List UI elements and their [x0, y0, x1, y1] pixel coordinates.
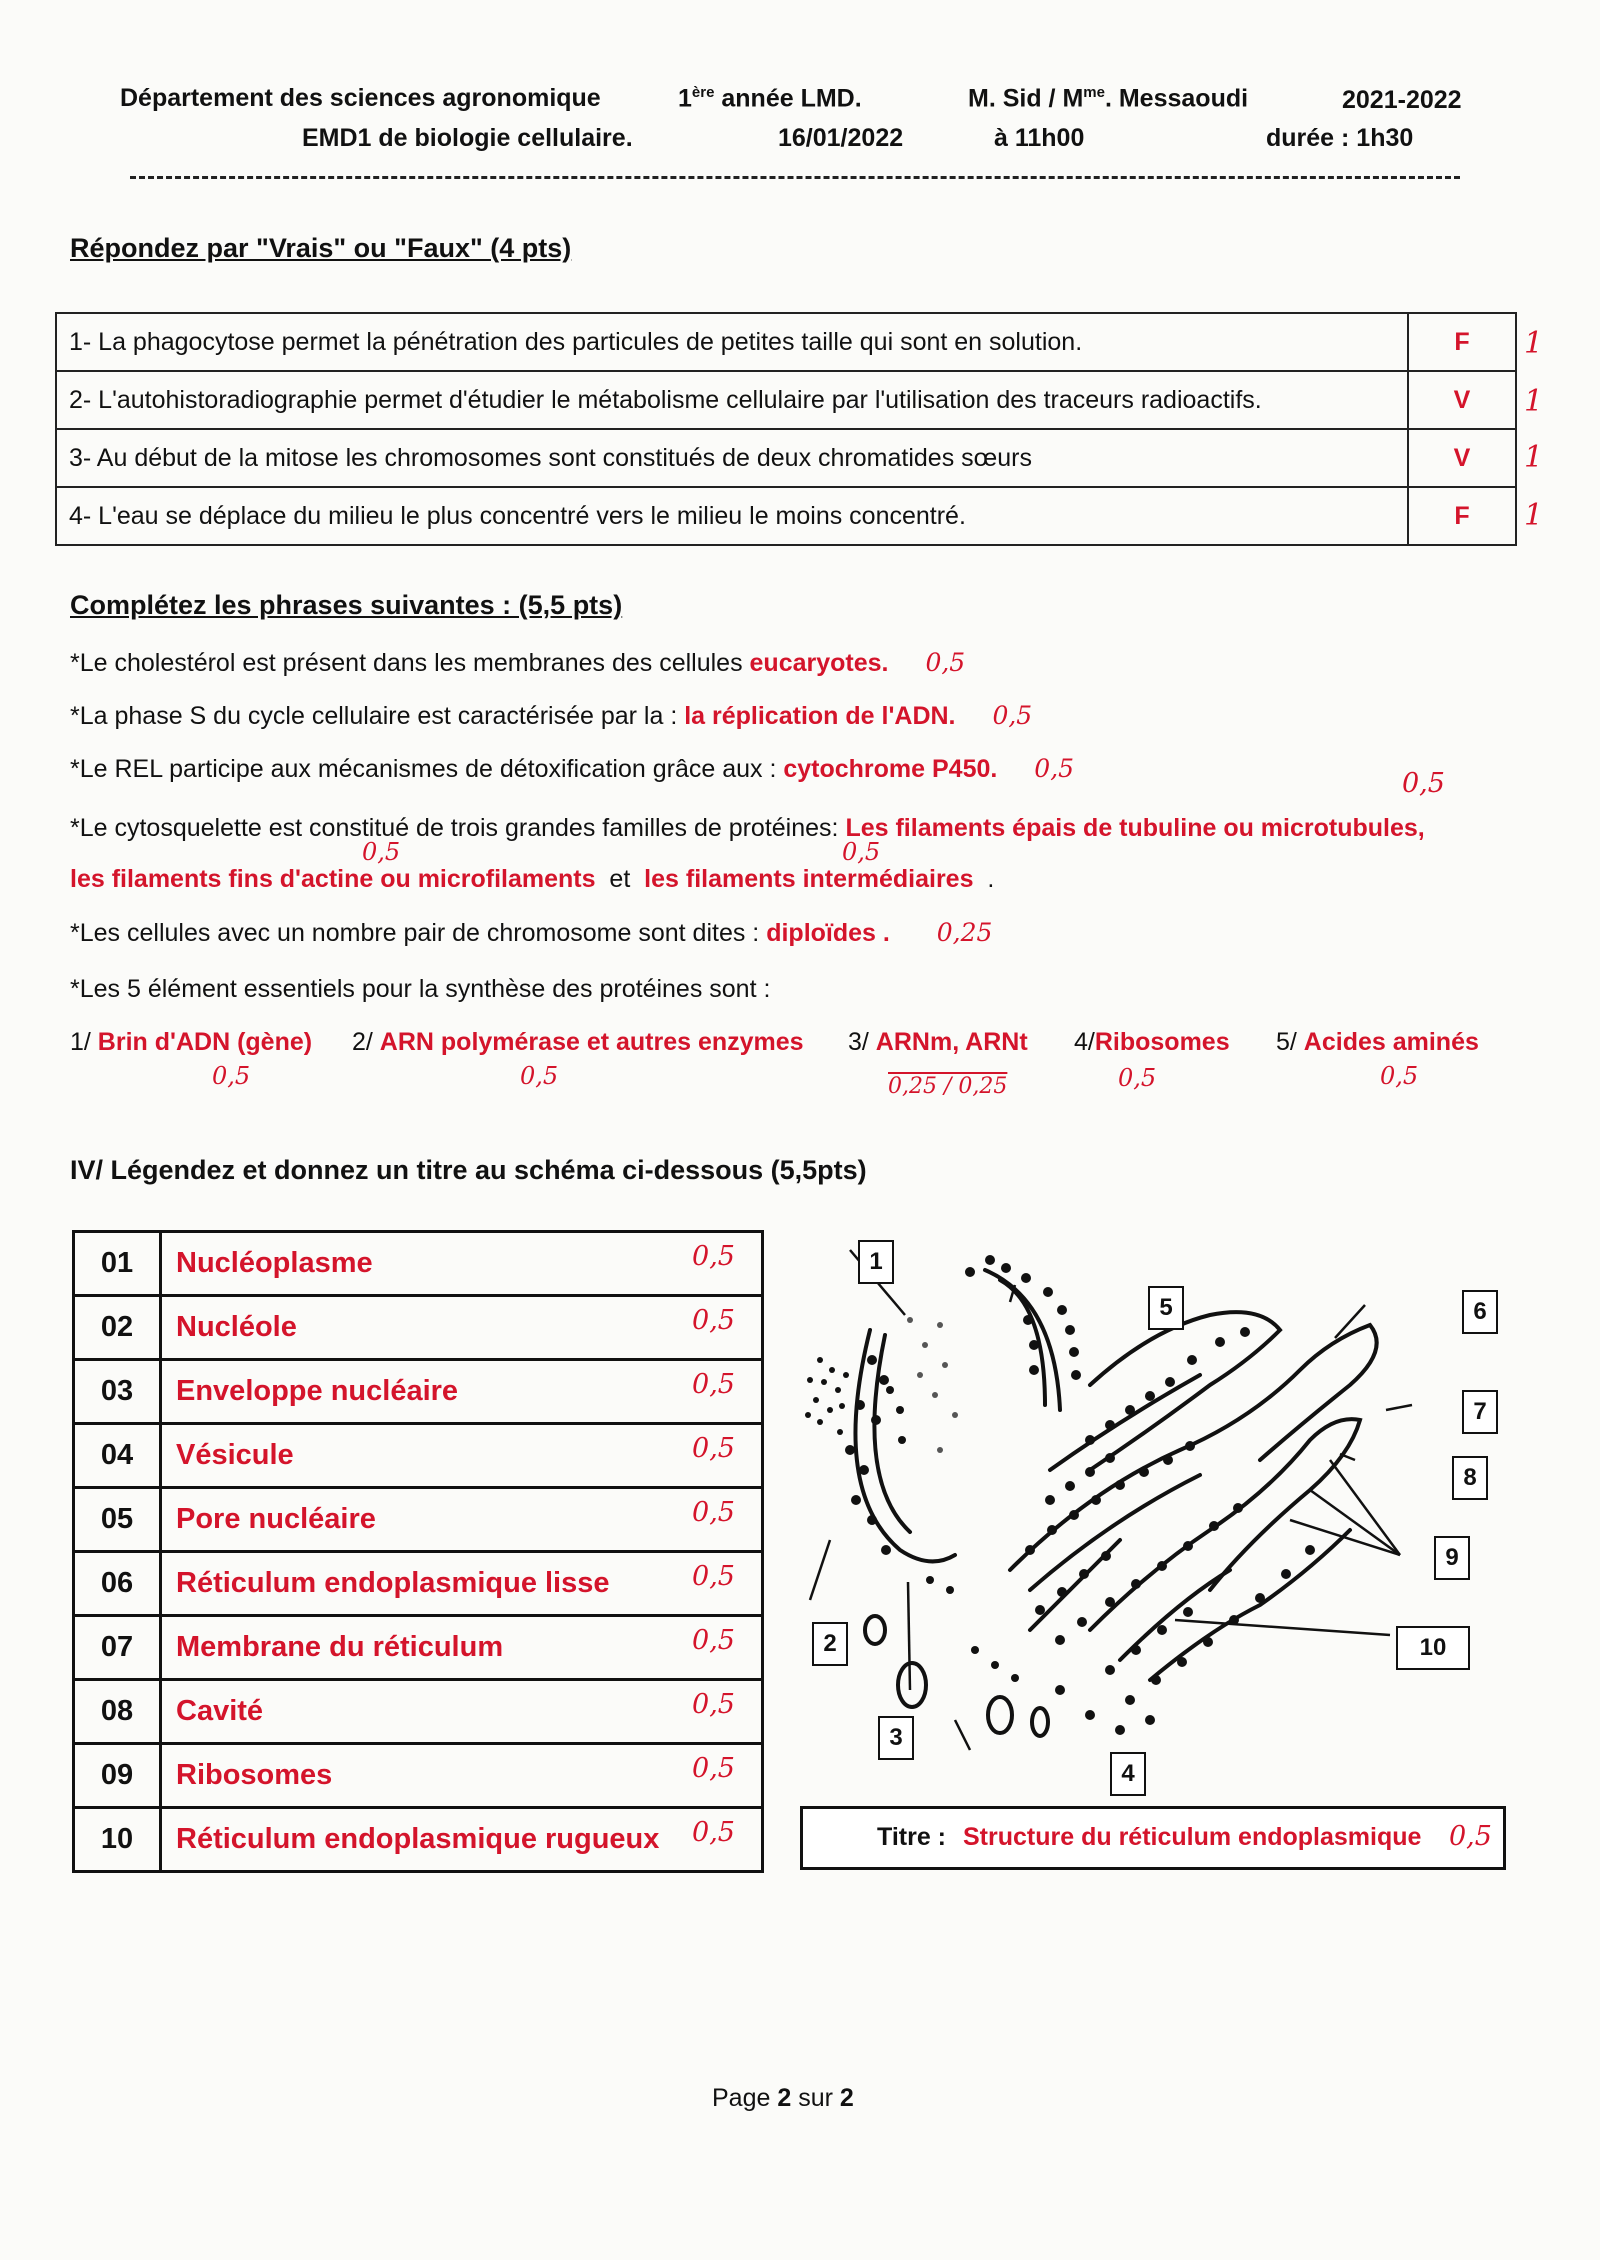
legend-cell	[161, 1616, 763, 1680]
grade-mark: 0,5	[692, 1561, 735, 1592]
er-tubule	[1050, 1375, 1200, 1470]
legend-label: Ribosomes	[176, 1759, 333, 1791]
table-row	[74, 1360, 763, 1424]
true-false-table	[55, 312, 1517, 546]
diagram-label-box: 9	[1434, 1536, 1470, 1580]
table-row	[74, 1232, 763, 1296]
true-false-title: Répondez par "Vrais" ou "Faux" (4 pts)	[70, 233, 572, 263]
diagram-label-box: 1	[858, 1240, 894, 1284]
diagram-label-box: 3	[878, 1716, 914, 1760]
vesicle	[988, 1697, 1012, 1733]
legend-label: Membrane du réticulum	[176, 1631, 504, 1663]
grade-mark: 0,5	[925, 648, 966, 677]
list-item: 5/ Acides aminés	[1276, 1028, 1479, 1056]
list-item: 2/ ARN polymérase et autres enzymes	[352, 1028, 804, 1056]
legend-number: 05	[74, 1488, 161, 1552]
table-row	[74, 1616, 763, 1680]
legend-cell	[161, 1424, 763, 1488]
sentence-protein-synthesis: *Les 5 élément essentiels pour la synthèse des protéines sont :	[70, 975, 771, 1003]
legend-cell	[161, 1296, 763, 1360]
nucleoplasm-dots	[907, 1317, 958, 1453]
grade-mark: 0,5	[520, 1062, 559, 1090]
grade-mark: 1	[1524, 384, 1544, 419]
grade-mark: 0,5	[692, 1241, 735, 1272]
legend-number: 04	[74, 1424, 161, 1488]
question-text: 3- Au début de la mitose les chromosomes sont constitués de deux chromatides sœurs	[56, 429, 1408, 487]
answer-cell: V	[1408, 371, 1516, 429]
table-row	[56, 429, 1516, 487]
department: Département des sciences agronomique	[120, 84, 601, 112]
grade-mark: 0,5	[362, 838, 401, 866]
leader-line	[1310, 1490, 1400, 1555]
grade-mark: 0,5	[692, 1625, 735, 1656]
grade-mark: 0,5	[692, 1753, 735, 1784]
grade-mark: 0,5	[1402, 768, 1445, 799]
diagram-label-box: 10	[1396, 1626, 1470, 1670]
list-item: 1/ Brin d'ADN (gène)	[70, 1028, 313, 1056]
legend-label: Réticulum endoplasmique lisse	[176, 1567, 610, 1599]
question-text: 2- L'autohistoradiographie permet d'étudier le métabolisme cellulaire par l'utilisation des traceurs radioactifs.	[56, 371, 1408, 429]
table-row	[56, 371, 1516, 429]
legend-cell	[161, 1232, 763, 1296]
table-row	[74, 1680, 763, 1744]
table-row	[74, 1552, 763, 1616]
academic-year: 2021-2022	[1342, 86, 1462, 114]
legend-number: 09	[74, 1744, 161, 1808]
diagram-title-box	[800, 1806, 1506, 1870]
legend-cell	[161, 1808, 763, 1872]
grade-mark: 0,25 / 0,25	[888, 1074, 1008, 1099]
answer-cell: F	[1408, 313, 1516, 371]
list-item: 3/ ARNm, ARNt	[848, 1028, 1028, 1056]
diagram-title-answer: Structure du réticulum endoplasmique	[963, 1823, 1422, 1851]
diagram-label-box: 2	[812, 1622, 848, 1666]
header-divider	[130, 176, 1460, 179]
exam-time: à 11h00	[994, 124, 1085, 152]
grade-mark: 0,5	[992, 701, 1033, 730]
sentence-diploid: *Les cellules avec un nombre pair de chromosome sont dites : diploïdes . 0,25	[70, 918, 993, 947]
grade-mark: 0,5	[1118, 1064, 1157, 1092]
legend-title: IV/ Légendez et donnez un titre au schéma ci-dessous (5,5pts)	[70, 1155, 867, 1185]
grade-mark: 0,5	[692, 1689, 735, 1720]
exam-duration: durée : 1h30	[1266, 124, 1414, 152]
table-row	[74, 1808, 763, 1872]
question-text: 1- La phagocytose permet la pénétration des particules de petites taille qui sont en solution.	[56, 313, 1408, 371]
diagram-label-box: 7	[1462, 1390, 1498, 1434]
question-text: 4- L'eau se déplace du milieu le plus concentré vers le milieu le moins concentré.	[56, 487, 1408, 545]
answer-cell: F	[1408, 487, 1516, 545]
vesicle	[898, 1663, 926, 1707]
sentence-cytoskeleton: *Le cytosquelette est constitué de trois grandes familles de protéines: Les filaments épais de tubuline ou microtubules,	[70, 814, 1425, 842]
legend-number: 02	[74, 1296, 161, 1360]
legend-label: Vésicule	[176, 1439, 294, 1471]
leader-line	[1175, 1620, 1390, 1635]
vesicle	[1032, 1708, 1048, 1736]
legend-label: Nucléole	[176, 1311, 297, 1343]
study-year: 1ère année LMD.	[678, 84, 862, 113]
exam-title: EMD1 de biologie cellulaire.	[302, 124, 633, 152]
grade-mark: 0,5	[692, 1817, 735, 1848]
grade-mark: 0,5	[1034, 754, 1075, 783]
nucleolus	[805, 1357, 849, 1435]
legend-number: 03	[74, 1360, 161, 1424]
leader-line	[1386, 1405, 1412, 1410]
page-number: Page 2 sur 2	[712, 2084, 854, 2112]
table-row	[74, 1488, 763, 1552]
table-row	[56, 487, 1516, 545]
sentence-cholesterol: *Le cholestérol est présent dans les membranes des cellules eucaryotes. 0,5	[70, 648, 966, 677]
legend-label: Pore nucléaire	[176, 1503, 376, 1535]
grade-mark: 0,5	[212, 1062, 251, 1090]
grade-mark: 0,5	[692, 1433, 735, 1464]
grade-mark: 0,25	[936, 918, 993, 947]
grade-mark: 0,5	[842, 838, 881, 866]
grade-mark: 0,5	[1380, 1062, 1419, 1090]
answer-cell: V	[1408, 429, 1516, 487]
diagram-label-box: 5	[1148, 1286, 1184, 1330]
legend-cell	[161, 1744, 763, 1808]
legend-number: 08	[74, 1680, 161, 1744]
legend-cell	[161, 1360, 763, 1424]
grade-mark: 0,5	[692, 1497, 735, 1528]
table-row	[74, 1744, 763, 1808]
legend-cell	[161, 1680, 763, 1744]
leader-line	[810, 1540, 830, 1600]
vesicle	[865, 1616, 885, 1644]
diagram-label-box: 8	[1452, 1456, 1488, 1500]
legend-number: 07	[74, 1616, 161, 1680]
nuclear-envelope-inner	[874, 1335, 910, 1532]
complete-title: Complétez les phrases suivantes : (5,5 pts)	[70, 590, 623, 620]
exam-date: 16/01/2022	[778, 124, 904, 152]
grade-mark: 0,5	[692, 1369, 735, 1400]
legend-cell	[161, 1552, 763, 1616]
grade-mark: 0,5	[1449, 1821, 1492, 1852]
er-tubule	[1090, 1419, 1360, 1630]
legend-label: Réticulum endoplasmique rugueux	[176, 1823, 660, 1855]
sentence-cytoskeleton-cont: les filaments fins d'actine ou microfilaments et les filaments intermédiaires .	[70, 865, 995, 893]
leader-line	[955, 1720, 970, 1750]
legend-table	[72, 1230, 764, 1873]
legend-label: Cavité	[176, 1695, 264, 1727]
grade-mark: 0,5	[692, 1305, 735, 1336]
diagram-label-box: 4	[1110, 1752, 1146, 1796]
legend-cell	[161, 1488, 763, 1552]
sentence-rel: *Le REL participe aux mécanismes de détoxification grâce aux : cytochrome P450. 0,5	[70, 754, 1075, 783]
table-row	[74, 1296, 763, 1360]
legend-number: 10	[74, 1808, 161, 1872]
grade-mark: 1	[1524, 440, 1544, 475]
teachers: M. Sid / $M^{me}$. Messaoudi	[968, 84, 1249, 113]
grade-mark: 1	[1524, 326, 1544, 361]
sentence-phase-s: *La phase S du cycle cellulaire est caractérisée par la : la réplication de l'ADN. 0,5	[70, 701, 1033, 730]
legend-number: 06	[74, 1552, 161, 1616]
title-label: Titre :	[877, 1823, 946, 1851]
grade-mark: 1	[1524, 498, 1544, 533]
legend-label: Enveloppe nucléaire	[176, 1375, 459, 1407]
diagram-label-box: 6	[1462, 1290, 1498, 1334]
list-item: 4/Ribosomes	[1074, 1028, 1230, 1056]
leader-line	[908, 1582, 910, 1690]
table-row	[74, 1424, 763, 1488]
legend-number: 01	[74, 1232, 161, 1296]
table-row	[56, 313, 1516, 371]
legend-label: Nucléoplasme	[176, 1247, 373, 1279]
